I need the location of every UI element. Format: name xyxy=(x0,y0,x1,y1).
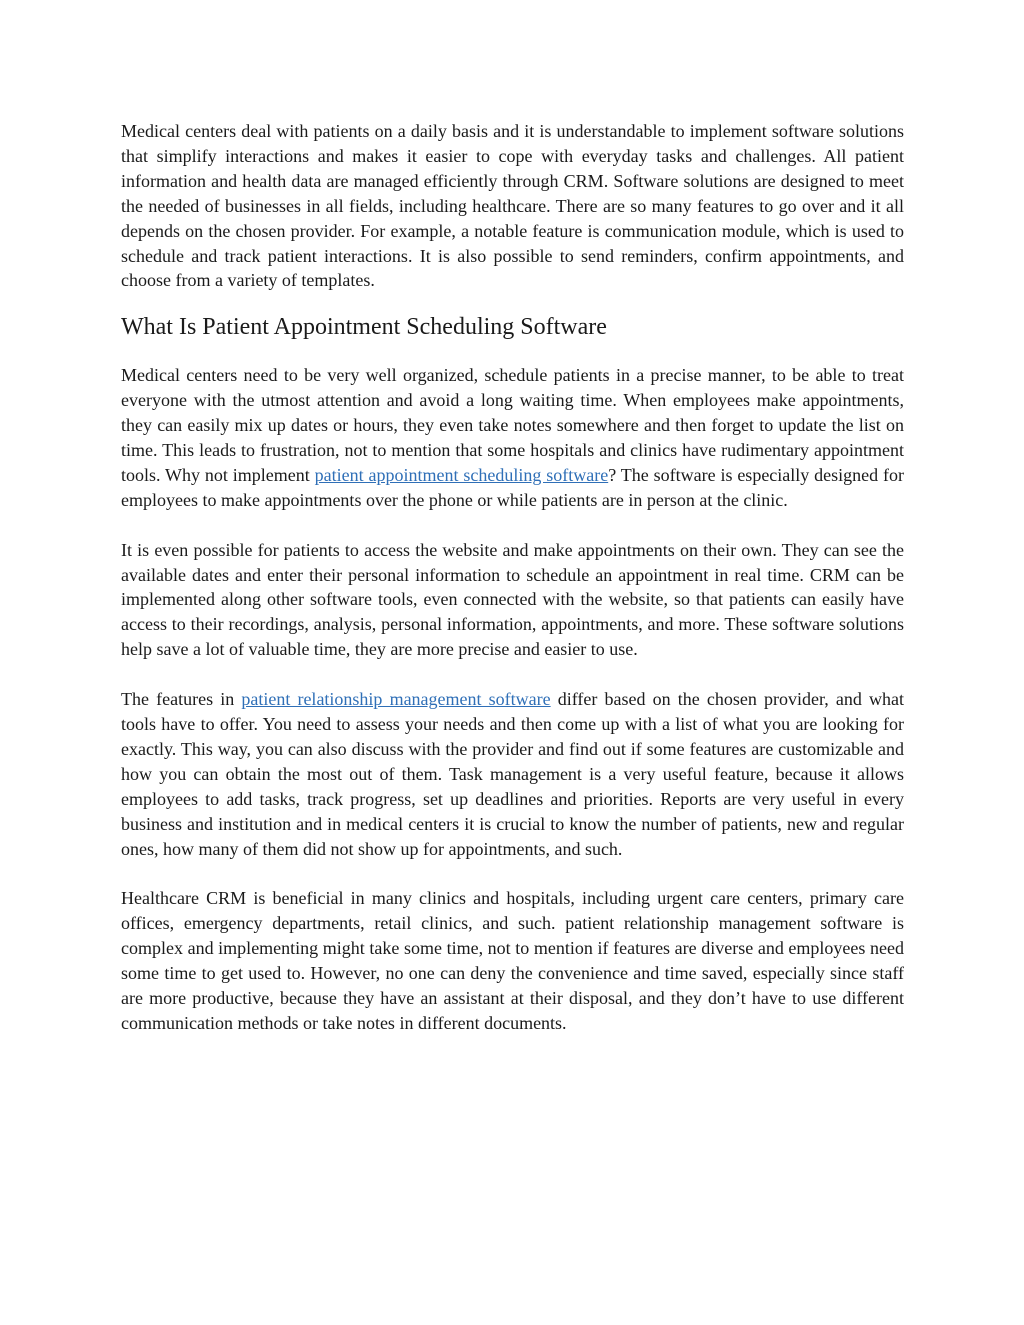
scheduling-paragraph xyxy=(121,363,904,512)
document-page xyxy=(121,119,904,1036)
paragraph-spacer xyxy=(121,513,904,538)
features-paragraph xyxy=(121,687,904,861)
scheduling-paragraph-text-start: Medical centers need to be very well organized, schedule patients in a precise manner, to be able to treat everyone with the utmost attention and avoid a long waiting time. When employees make appointments, they can easily mix up dates or hours, they even take notes somewhere and then forget to update the list on time. This leads to frustration, not to mention that some hospitals and clinics have rudimentary appointment tools. Why not implement xyxy=(121,365,904,485)
benefits-paragraph: Healthcare CRM is beneficial in many clinics and hospitals, including urgent care centers, primary care offices, emergency departments, retail clinics, and such. patient relationship management software is complex and implementing might take some time, not to mention if features are diverse and employees need some time to get used to. However, no one can deny the convenience and time saved, especially since staff are more productive, because they have an assistant at their disposal, and they don’t have to use different communication methods or take notes in different documents. xyxy=(121,888,904,1033)
online-booking-paragraph: It is even possible for patients to access the website and make appointments on their own. They can see the available dates and enter their personal information to schedule an appointment in real time. CRM can be implemented along other software tools, even connected with the website, so that patients can easily have access to their recordings, analysis, personal information, appointments, and more. These software solutions help save a lot of valuable time, they are more precise and easier to use. xyxy=(121,539,904,660)
features-paragraph-text-start: The features in xyxy=(121,689,242,710)
patient-appointment-scheduling-link[interactable]: patient appointment scheduling software xyxy=(314,464,609,485)
intro-paragraph: Medical centers deal with patients on a daily basis and it is understandable to implement software solutions that simplify interactions and makes it easier to cope with everyday tasks and challenges. All patient information and health data are managed efficiently through CRM. Software solutions are designed to meet the needed of businesses in all fields, including healthcare. There are so many features to go over and it all depends on the chosen provider. For example, a notable feature is communication module, which is used to schedule and track patient interactions. It is also possible to send reminders, confirm appointments, and choose from a variety of templates. xyxy=(121,121,904,291)
paragraph-spacer xyxy=(121,861,904,886)
patient-relationship-management-link[interactable]: patient relationship management software xyxy=(241,689,551,710)
features-paragraph-text-end: differ based on the chosen provider, and what tools have to offer. You need to assess your needs and then come up with a list of what you are looking for exactly. This way, you can also discuss with the provider and find out if some features are customizable and how you can obtain the most out of them. Task management is a very useful feature, because it allows employees to add tasks, track progress, set up deadlines and priorities. Reports are very useful in every business and institution and in medical centers it is crucial to know the number of patients, new and regular ones, how many of them did not show up for appointments, and such. xyxy=(121,689,904,859)
section-heading: What Is Patient Appointment Scheduling Software xyxy=(121,314,607,341)
scheduling-paragraph-text-end: ? The software is especially designed for employees to make appointments over the phone or while patients are in person at the clinic. xyxy=(121,464,905,510)
paragraph-spacer xyxy=(121,662,904,687)
